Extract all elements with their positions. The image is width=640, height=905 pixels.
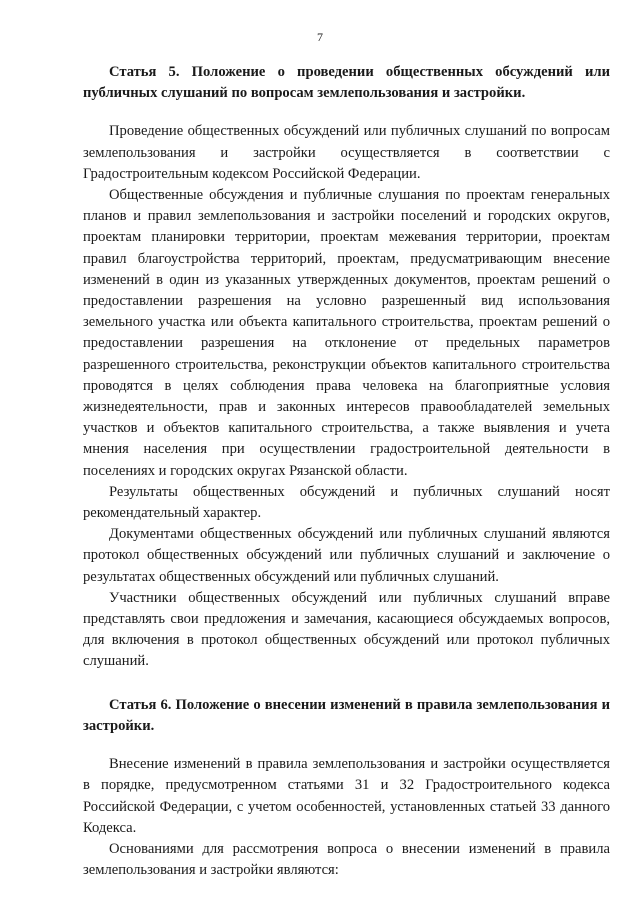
article-6-paragraph-1: Внесение изменений в правила землепользования и застройки осуществляется в порядке, предусмотренном статьями 31 и 32 Градостроительного кодекса Российской Федерации, с учетом особенностей, установленных статьей 33 данного Кодекса. [83, 756, 610, 836]
article-5-paragraph-3: Результаты общественных обсуждений и публичных слушаний носят рекомендательный характер. [83, 483, 610, 522]
page-content [83, 62, 610, 881]
article-6-heading: Статья 6. Положение о внесении изменений в правила землепользования и застройки. [83, 696, 610, 734]
article-5-heading: Статья 5. Положение о проведении общественных обсуждений или публичных слушаний по вопросам землепользования и застройки. [83, 64, 610, 102]
article-5-paragraph-5: Участники общественных обсуждений или публичных слушаний вправе представлять свои предложения и замечания, касающиеся обсуждаемых вопросов, для включения в протокол общественных обсуждений или протокол публичных слушаний. [83, 589, 610, 670]
spacer [83, 737, 610, 754]
article-5-paragraph-1: Проведение общественных обсуждений или публичных слушаний по вопросам землепользования и застройки осуществляется в соответствии с Градостроительным кодексом Российской Федерации. [83, 123, 610, 182]
spacer [83, 673, 610, 695]
spacer [83, 104, 610, 121]
article-5-paragraph-2: Общественные обсуждения и публичные слушания по проектам генеральных планов и правил землепользования и застройки поселений и городских округов, проектам планировки территории, проектам межевания территории, проектам правил благоустройства территорий, проектам, предусматривающим внесение изменений в один из указанных утвержденных документов, проектам решений о предоставлении разрешения на условно разрешенный вид использования земельного участка или объекта капитального строительства, проектам решений о предоставлении разрешения на отклонение от предельных параметров разрешенного строительства, реконструкции объектов капитального строительства проводятся в целях соблюдения права человека на благоприятные условия жизнедеятельности, прав и законных интересов правообладателей земельных участков и объектов капитального строительства, а также выявления и учета мнения населения при осуществлении градостроительной деятельности в поселениях и городских округах Рязанской области. [83, 187, 610, 479]
article-5-paragraph-4: Документами общественных обсуждений или публичных слушаний являются протокол общественных обсуждений или публичных слушаний и заключение о результатах общественных обсуждений или публичных слушаний. [83, 526, 610, 585]
article-6-paragraph-2: Основаниями для рассмотрения вопроса о внесении изменений в правила землепользования и застройки являются: [83, 840, 610, 879]
page-number: 7 [317, 30, 323, 44]
